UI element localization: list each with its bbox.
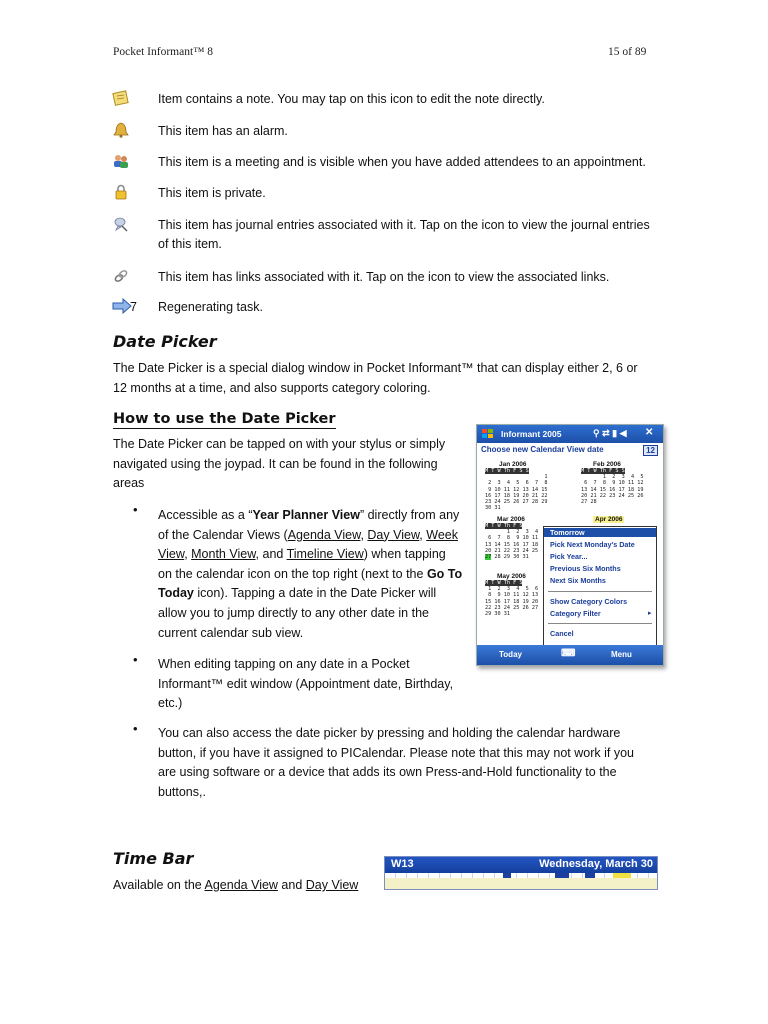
time-bar-date: Wednesday, March 30 bbox=[539, 858, 653, 870]
month-title: Feb 2006 bbox=[593, 461, 621, 468]
time-bar-strip bbox=[385, 873, 657, 889]
softkey-menu[interactable]: Menu bbox=[611, 650, 632, 659]
time-bar-screenshot bbox=[384, 856, 658, 890]
arrow-icon bbox=[112, 298, 132, 314]
date-picker-heading: Date Picker bbox=[113, 332, 217, 351]
week-view-link[interactable]: Week View bbox=[158, 527, 458, 562]
alarm-bell-icon bbox=[112, 122, 130, 138]
menu-item-next-six-months[interactable]: Next Six Months bbox=[550, 576, 606, 585]
menu-item-category-filter[interactable]: Category Filter bbox=[550, 609, 601, 618]
note-icon-description: Item contains a note. You may tap on this icon to edit the note directly. bbox=[158, 92, 545, 106]
howto-text: The Date Picker can be tapped on with your stylus or simply navigated using the joypad. It can be found in the following areas bbox=[113, 437, 446, 490]
phone-title-bar bbox=[477, 425, 663, 443]
date-picker-screenshot bbox=[476, 424, 664, 666]
bullet-marker: • bbox=[133, 721, 138, 736]
time-bar-header bbox=[385, 857, 657, 873]
windows-start-icon bbox=[481, 428, 495, 440]
month-title: Apr 2006 bbox=[595, 516, 623, 523]
phone-softkey-bar bbox=[477, 645, 663, 665]
mini-calendar: M T W Th F S 1 2 3 4 5 6 8 9 10 11 12 13 15 16 17 18 19 20 22 23 24 25 26 27 29 30 31 bbox=[485, 580, 539, 618]
month-view-link[interactable]: Month View bbox=[191, 547, 256, 562]
lock-icon-description: This item is private. bbox=[158, 186, 266, 200]
month-title: Jan 2006 bbox=[499, 461, 527, 468]
menu-item-cancel[interactable]: Cancel bbox=[550, 629, 574, 638]
menu-separator bbox=[548, 623, 652, 624]
arrow-icon-suffix: 7 bbox=[130, 300, 137, 314]
day-view-link[interactable]: Day View bbox=[305, 878, 359, 892]
softkey-today[interactable]: Today bbox=[499, 650, 522, 659]
link-icon-description: This item has links associated with it. Tap on the icon to view the associated links. bbox=[158, 270, 610, 284]
note-icon bbox=[112, 90, 130, 106]
timeline-view-link[interactable]: Timeline View bbox=[286, 547, 364, 562]
journal-icon-description: This item has journal entries associated with it. Tap on the icon to view the journal entries of this item. bbox=[158, 218, 650, 251]
context-menu bbox=[543, 526, 657, 646]
mini-calendar: M T W Th F S S 1 2 3 4 5 6 7 8 9 10 11 12 13 14 15 16 17 18 19 20 21 22 23 24 25 26 27 28 29 30 31 bbox=[485, 468, 548, 512]
regenerating-task-description: Regenerating task. bbox=[158, 300, 263, 314]
menu-item-tomorrow[interactable]: Tomorrow bbox=[544, 528, 656, 537]
page-header-title: Pocket Informant™ 8 bbox=[113, 46, 214, 58]
menu-item-pick-year[interactable]: Pick Year... bbox=[550, 552, 588, 561]
submenu-arrow-icon: ▸ bbox=[648, 610, 652, 617]
close-icon[interactable]: ✕ bbox=[645, 427, 654, 438]
bullet-edit-window: When editing tapping on any date in a Pocket Informant™ edit window (Appointment date, Birthday, etc.) bbox=[158, 657, 454, 711]
agenda-view-link[interactable]: Agenda View bbox=[204, 878, 278, 892]
alarm-icon-description: This item has an alarm. bbox=[158, 124, 288, 138]
bullet-hardware-button: You can also access the date picker by pressing and holding the calendar hardware button, if you have it assigned to PICalendar. Please note that this may not work if you are using software or a device that adds its own Press-and-Hold functionality to the buttons,. bbox=[158, 726, 634, 799]
agenda-view-link[interactable]: Agenda View bbox=[287, 527, 361, 542]
time-bar-text: Available on the Agenda View and Day View bbox=[113, 878, 359, 892]
month-title: Mar 2006 bbox=[497, 516, 525, 523]
week-number: W13 bbox=[391, 858, 414, 870]
bullet-marker: • bbox=[133, 502, 138, 517]
keyboard-icon[interactable]: ⌨ bbox=[561, 648, 576, 659]
date-picker-intro: The Date Picker is a special dialog window in Pocket Informant™ that can display either 2, 6 or 12 months at a time, and also supports category coloring. bbox=[113, 361, 638, 395]
phone-subtitle: Choose new Calendar View date bbox=[481, 445, 604, 454]
mini-calendar: M T W Th F S S 1 2 3 4 5 6 7 8 9 10 11 12 13 14 15 16 17 18 19 20 21 22 23 24 25 26 27 28 bbox=[581, 468, 644, 506]
menu-item-show-category-colors[interactable]: Show Category Colors bbox=[550, 597, 628, 606]
day-view-link[interactable]: Day View bbox=[367, 527, 420, 542]
menu-item-next-monday[interactable]: Pick Next Monday's Date bbox=[550, 540, 635, 549]
lock-icon bbox=[112, 184, 130, 200]
month-title: May 2006 bbox=[497, 573, 526, 580]
bullet-marker: • bbox=[133, 652, 138, 667]
link-icon bbox=[112, 268, 130, 284]
page-number: 15 of 89 bbox=[608, 46, 647, 58]
status-icons: ⚲ ⇄ ▮ ◀ bbox=[593, 428, 627, 438]
meeting-people-icon bbox=[112, 153, 130, 169]
mini-calendar: M T W Th F S 1 2 3 4 6 7 8 9 10 11 13 14 15 16 17 18 20 21 22 23 24 25 27 28 29 30 31 bbox=[485, 523, 539, 561]
time-bar-heading: Time Bar bbox=[113, 849, 194, 868]
meeting-icon-description: This item is a meeting and is visible when you have added attendees to an appointment. bbox=[158, 155, 646, 169]
phone-app-title: Informant 2005 bbox=[501, 429, 562, 439]
howto-heading: How to use the Date Picker bbox=[113, 411, 336, 427]
menu-separator bbox=[548, 591, 652, 592]
menu-item-previous-six-months[interactable]: Previous Six Months bbox=[550, 564, 621, 573]
bullet-year-planner: Accessible as a “Year Planner View” directly from any of the Calendar Views (Agenda View, Day View, Week View, Month View, and Timeline View) when tapping on the calendar icon on the top right (next to the Go To Today icon). Tapping a date in the Date Picker will allow you to jump directly to any other date in the current calendar sub view. bbox=[158, 508, 463, 640]
months-count-button[interactable]: 12 bbox=[643, 445, 658, 456]
journal-icon bbox=[112, 216, 130, 232]
